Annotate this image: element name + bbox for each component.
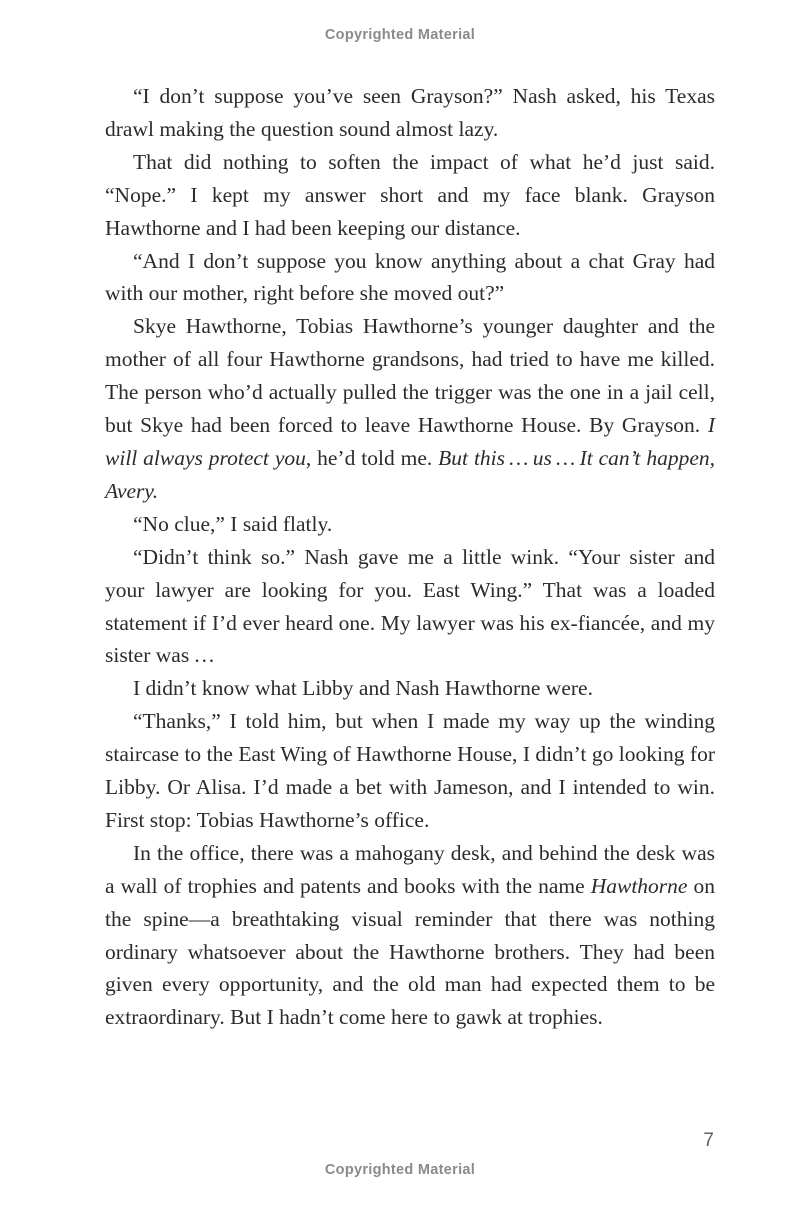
paragraph <box>105 245 715 311</box>
text-run: “And I don’t suppose you know anything about a chat Gray had with our mother, right before she moved out?” <box>105 248 715 306</box>
text-run: I didn’t know what Libby and Nash Hawthorne were. <box>133 676 593 701</box>
text-run: That did nothing to soften the impact of what he’d just said. “Nope.” I kept my answer short and my face blank. Grayson Hawthorne and I had been keeping our distance. <box>105 149 715 240</box>
text-run: “Thanks,” I told him, but when I made my way up the winding staircase to the East Wing of Hawthorne House, I didn’t go looking for Libby. Or Alisa. I’d made a bet with Jameson, and I intended to win. First stop: Tobias Hawthorne’s office. <box>105 709 715 832</box>
italic-text-run: But this … us … It can’t happen, Avery. <box>105 445 715 503</box>
paragraph <box>105 508 715 541</box>
text-run: , he’d told me. <box>305 445 439 470</box>
paragraph <box>105 146 715 245</box>
text-run: Skye Hawthorne, Tobias Hawthorne’s younger daughter and the mother of all four Hawthorne grandsons, had tried to have me killed. The person who’d actually pulled the trigger was the one in a jail cell, but Skye had been forced to leave Hawthorne House. By Grayson. <box>105 314 715 438</box>
text-run: “Didn’t think so.” Nash gave me a little wink. “Your sister and your lawyer are looking for you. East Wing.” That was a loaded statement if I’d ever heard one. My lawyer was his ex-fiancée, and my sister was … <box>105 544 715 668</box>
text-run: In the office, there was a mahogany desk, and behind the desk was a wall of trophies and patents and books with the name <box>105 840 715 898</box>
paragraph <box>105 80 715 146</box>
text-run: on the spine—a breathtaking visual reminder that there was nothing ordinary whatsoever about the Hawthorne brothers. They had been given every opportunity, and the old man had expected them to be extraordinary. But I hadn’t come here to gawk at trophies. <box>105 873 716 1030</box>
text-run: “I don’t suppose you’ve seen Grayson?” Nash asked, his Texas drawl making the question sound almost lazy. <box>105 84 715 141</box>
copyright-notice-bottom: Copyrighted Material <box>324 1162 476 1178</box>
page-body <box>105 80 715 1034</box>
italic-text-run: I will always protect you <box>105 413 715 470</box>
page-number: 7 <box>703 1130 714 1151</box>
copyright-notice-top: Copyrighted Material <box>324 27 476 43</box>
paragraph <box>105 310 715 507</box>
paragraph <box>105 541 715 673</box>
paragraph <box>105 705 715 837</box>
italic-text-run: Hawthorne <box>590 873 688 898</box>
text-run: “No clue,” I said flatly. <box>133 511 333 536</box>
paragraph <box>105 837 715 1034</box>
paragraph <box>105 672 715 705</box>
